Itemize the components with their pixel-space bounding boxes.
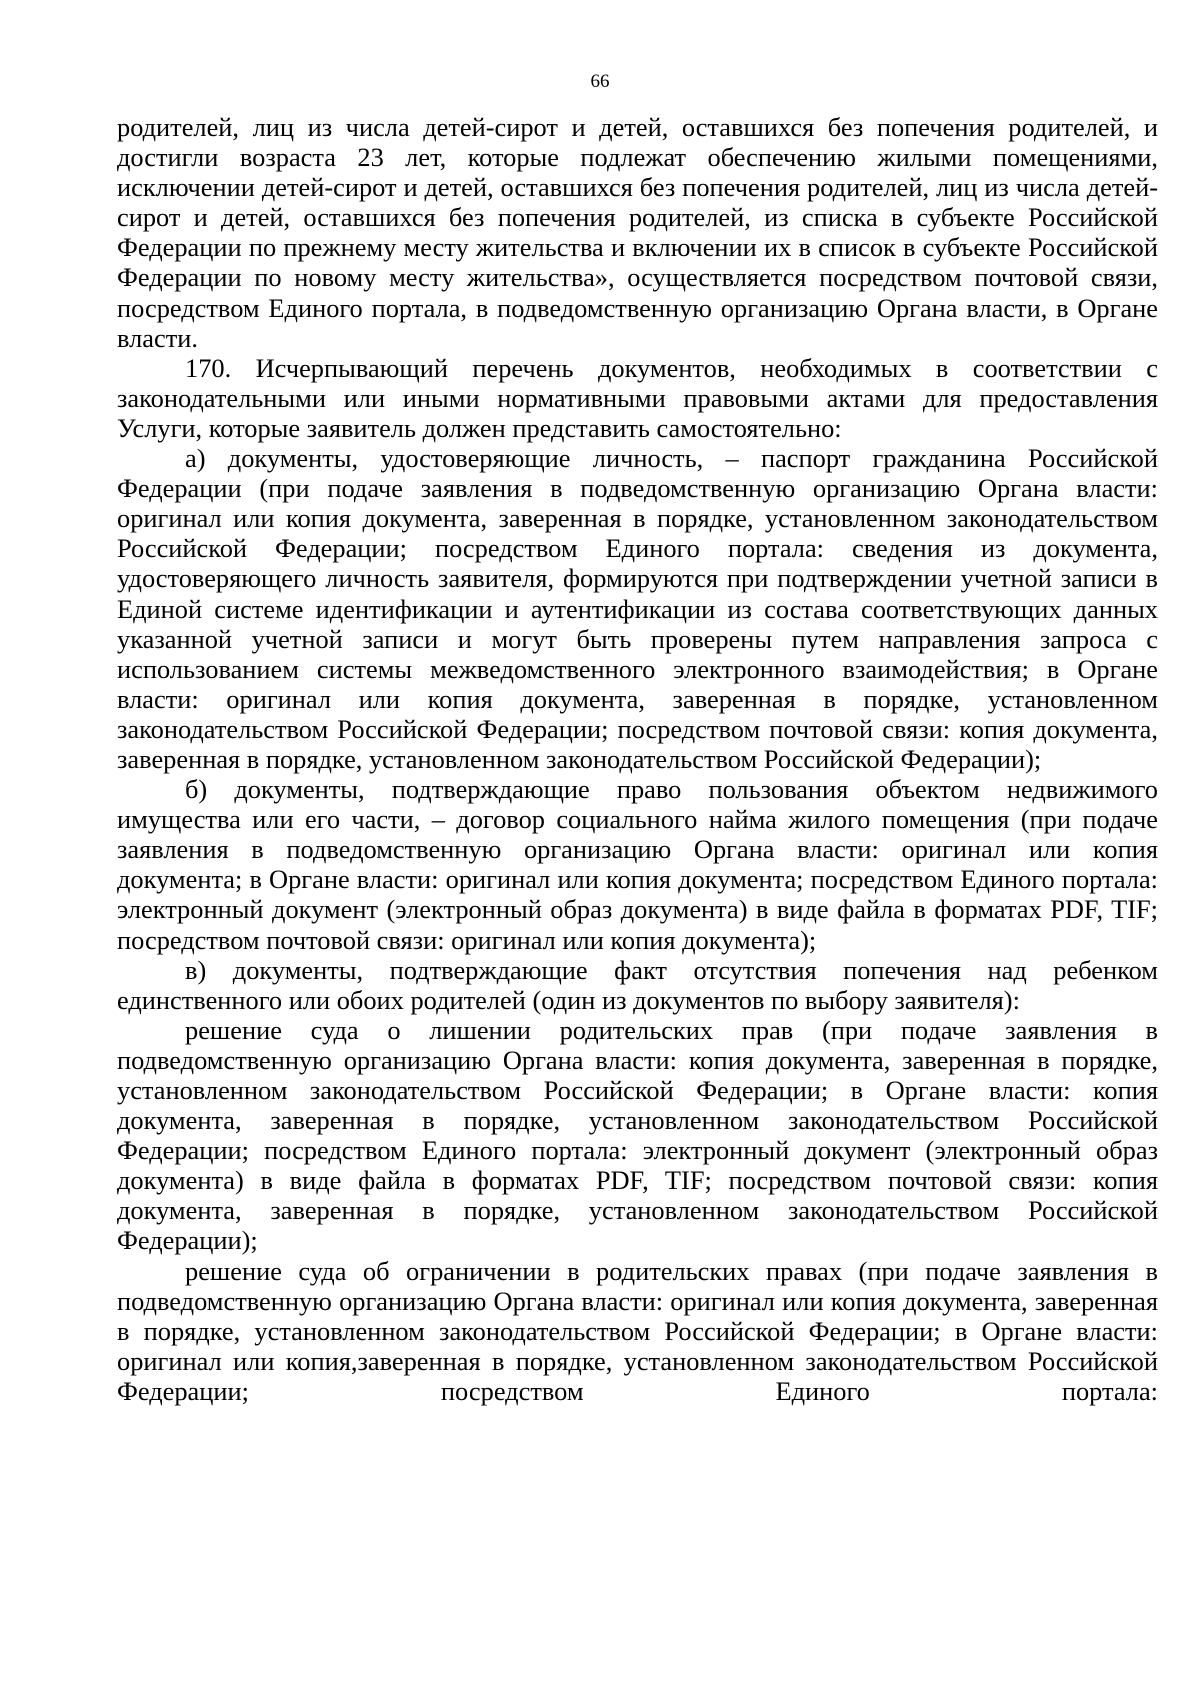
paragraph-subitem-b: б) документы, подтверждающие право пользования объектом недвижимого имущества или его части, – договор социального найма жилого помещения (при подаче заявления в подведомственную организацию Органа власти: оригинал или копия документа; в Органе власти: оригинал или копия документа; посредством Единого портала: электронный документ (электронный образ документа) в виде файла в форматах PDF, TIF; посредством почтовой связи: оригинал или копия документа);	[117, 774, 1158, 955]
paragraph-court-restriction: решение суда об ограничении в родительских правах (при подаче заявления в подведомственную организацию Органа власти: оригинал или копия документа, заверенная в порядке, установленном законодательством Российской Федерации; в Органе власти: оригинал или копия,заверенная в порядке, установленном законодательством Российской Федерации; посредством Единого портала:	[117, 1255, 1158, 1406]
document-body	[117, 112, 1158, 1406]
paragraph-item-170: 170. Исчерпывающий перечень документов, необходимых в соответствии с законодательными или иными нормативными правовыми актами для предоставления Услуги, которые заявитель должен представить самостоятельно:	[117, 352, 1158, 443]
page-number: 66	[590, 71, 610, 92]
paragraph-subitem-v: в) документы, подтверждающие факт отсутствия попечения над ребенком единственного или обоих родителей (один из документов по выбору заявителя):	[117, 954, 1158, 1015]
paragraph-court-deprivation: решение суда о лишении родительских прав (при подаче заявления в подведомственную организацию Органа власти: копия документа, заверенная в порядке, установленном законодательством Российской Федерации; в Органе власти: копия документа, заверенная в порядке, установленном законодательством Российской Федерации; посредством Единого портала: электронный документ (электронный образ документа) в виде файла в форматах PDF, TIF; посредством почтовой связи: копия документа, заверенная в порядке, установленном законодательством Российской Федерации);	[117, 1014, 1158, 1256]
paragraph-subitem-a: а) документы, удостоверяющие личность, – паспорт гражданина Российской Федерации (при подаче заявления в подведомственную организацию Органа власти: оригинал или копия документа, заверенная в порядке, установленном законодательством Российской Федерации; посредством Единого портала: сведения из документа, удостоверяющего личность заявителя, формируются при подтверждении учетной записи в Единой системе идентификации и аутентификации из состава соответствующих данных указанной учетной записи и могут быть проверены путем направления запроса с использованием системы межведомственного электронного взаимодействия; в Органе власти: оригинал или копия документа, заверенная в порядке, установленном законодательством Российской Федерации; посредством почтовой связи: копия документа, заверенная в порядке, установленном законодательством Российской Федерации);	[117, 443, 1158, 774]
paragraph-continuation: родителей, лиц из числа детей-сирот и детей, оставшихся без попечения родителей, и достигли возраста 23 лет, которые подлежат обеспечению жилыми помещениями, исключении детей-сирот и детей, оставшихся без попечения родителей, лиц из числа детей-сирот и детей, оставшихся без попечения родителей, из списка в субъекте Российской Федерации по прежнему месту жительства и включении их в список в субъекте Российской Федерации по новому месту жительства», осуществляется посредством почтовой связи, посредством Единого портала, в подведомственную организацию Органа власти, в Органе власти.	[117, 112, 1158, 353]
